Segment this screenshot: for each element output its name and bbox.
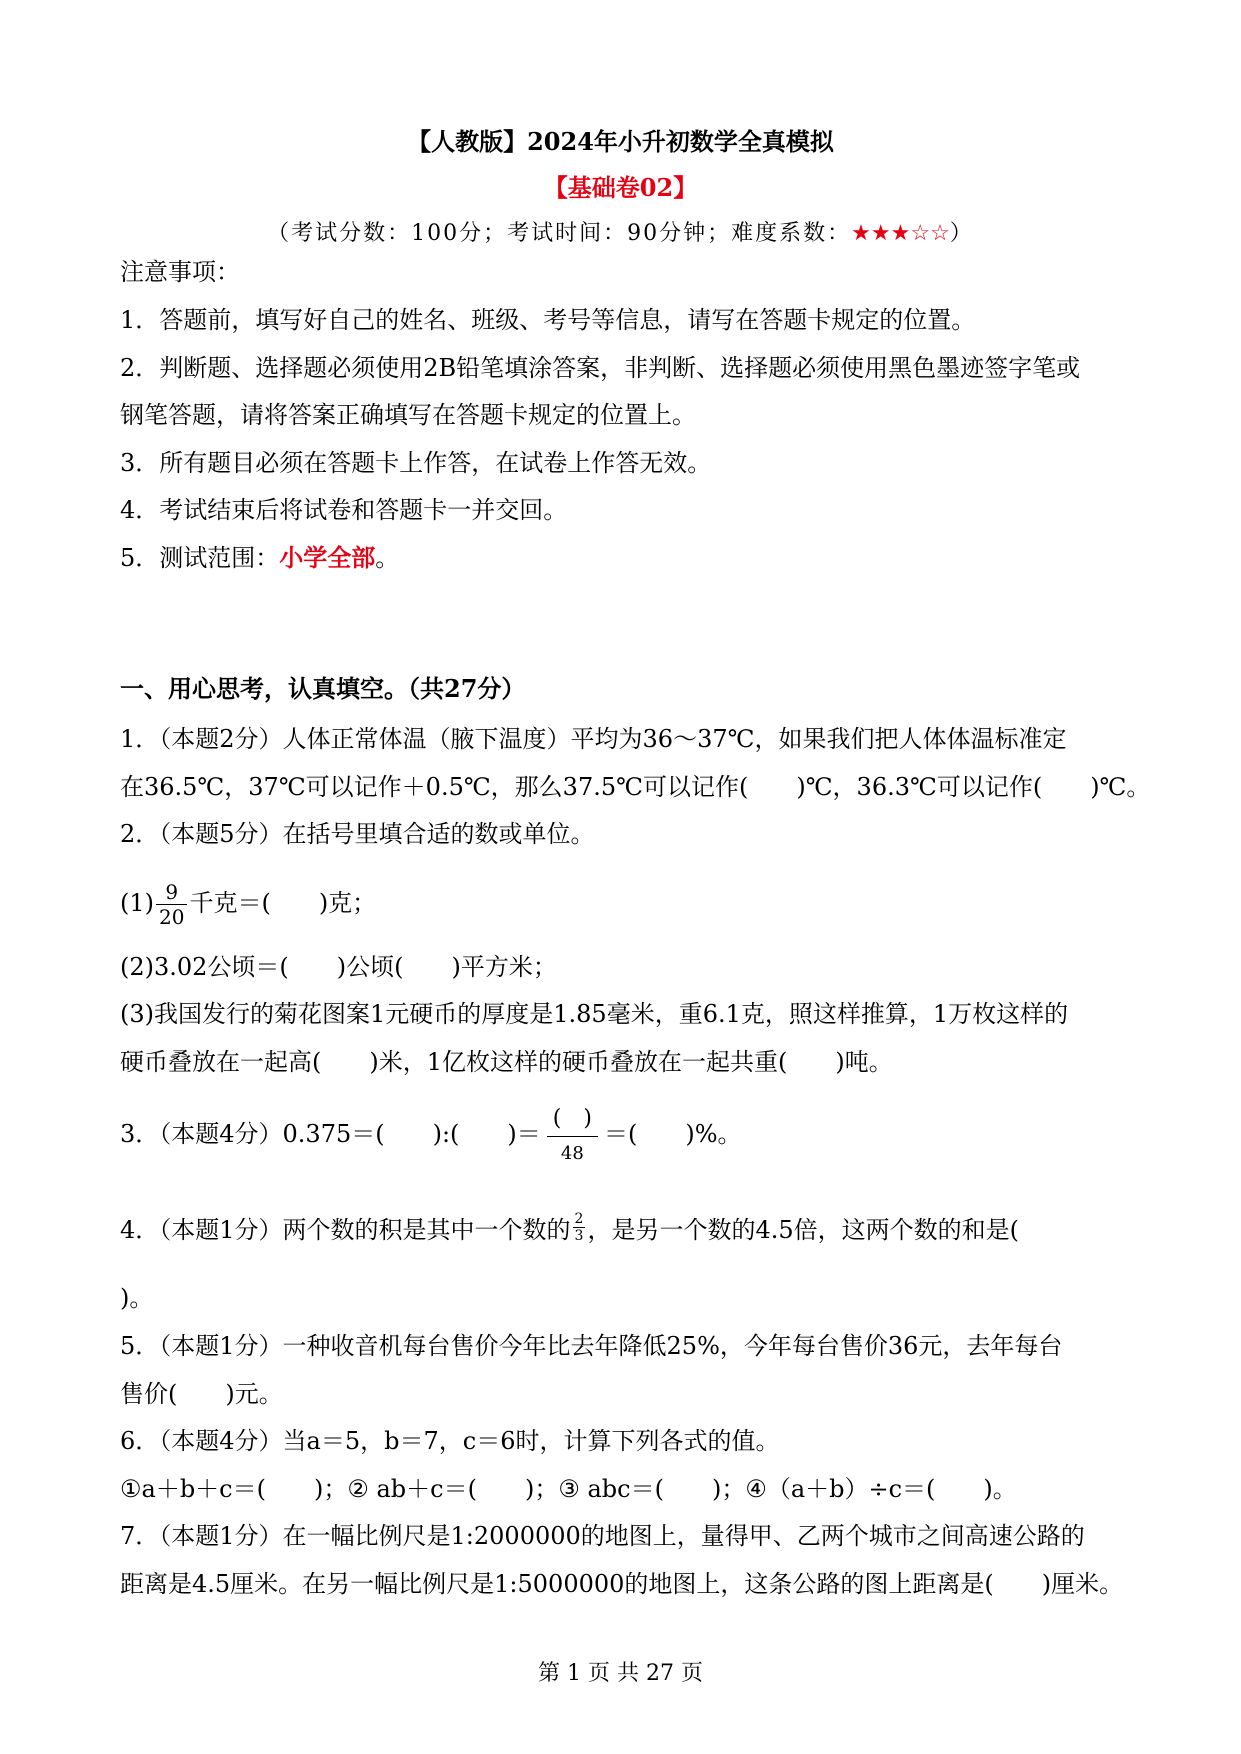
test-scope: 小学全部: [279, 543, 376, 572]
fraction-numerator: 2: [574, 1211, 584, 1227]
note-3: 3．所有题目必须在答题卡上作答，在试卷上作答无效。: [120, 449, 712, 477]
question-1-line-1: 1．（本题2分）人体正常体温（腋下温度）平均为36～37℃，如果我们把人体体温标准定: [120, 725, 1067, 753]
question-1-line-2: 在36.5℃，37℃可以记作＋0.5℃，那么37.5℃可以记作( )℃，36.3℃可以记作( )℃。: [120, 773, 1151, 801]
q3-prefix: 3．（本题4分）0.375＝( ):( )＝: [120, 1120, 541, 1148]
exam-subtitle: 【基础卷02】: [543, 173, 698, 202]
fraction-nine-twentieths: [156, 880, 187, 929]
exam-title: 【人教版】2024年小升初数学全真模拟: [407, 127, 834, 156]
notes-heading: 注意事项：: [120, 258, 240, 286]
section-heading: 一、用心思考，认真填空。（共27分）: [120, 674, 526, 703]
fraction-denominator: 3: [574, 1228, 584, 1244]
fraction-two-thirds: [573, 1211, 586, 1244]
fraction-numerator: 9: [165, 880, 179, 904]
question-6-items: ①a＋b＋c＝( )；② ab＋c＝( )；③ abc＝( )；④（a＋b）÷c＝( )。: [120, 1475, 1017, 1503]
exam-info-close: ）: [949, 221, 974, 246]
question-2: 2．（本题5分）在括号里填合适的数或单位。: [120, 820, 595, 848]
note-2-line-1: 2．判断题、选择题必须使用2B铅笔填涂答案，非判断、选择题必须使用黑色墨迹签字笔或: [120, 354, 1081, 382]
q3-suffix: ＝( )%。: [603, 1120, 742, 1148]
fraction-numerator-blank: ( ): [552, 1106, 592, 1131]
q2-1-suffix: 千克＝( )克；: [189, 889, 377, 917]
note-5-label: 5．测试范围：: [120, 544, 280, 572]
note-1: 1．答题前，填写好自己的姓名、班级、考号等信息，请写在答题卡规定的位置。: [120, 306, 976, 334]
question-2-part-3-line-1: (3)我国发行的菊花图案1元硬币的厚度是1.85毫米，重6.1克，照这样推算，1万枚这样的: [120, 1000, 1069, 1028]
question-4: [120, 1210, 1019, 1250]
q2-1-prefix: (1): [120, 889, 154, 917]
fraction-blank-over-48: [547, 1108, 598, 1163]
question-7-line-1: 7．（本题1分）在一幅比例尺是1:2000000的地图上，量得甲、乙两个城市之间高速公路的: [120, 1522, 1085, 1550]
question-3: [120, 1098, 742, 1170]
question-2-part-3-line-2: 硬币叠放在一起高( )米，1亿枚这样的硬币叠放在一起共重( )吨。: [120, 1048, 893, 1076]
fraction-denominator: 48: [547, 1136, 598, 1163]
question-2-part-2: (2)3.02公顷＝( )公顷( )平方米；: [120, 953, 557, 981]
question-4-tail: )。: [120, 1284, 154, 1312]
page-number: 第 1 页 共 27 页: [538, 1661, 703, 1686]
q4-suffix: ，是另一个数的4.5倍，这两个数的和是(: [587, 1216, 1019, 1244]
note-4: 4．考试结束后将试卷和答题卡一并交回。: [120, 496, 568, 524]
question-6: 6．（本题4分）当a＝5，b＝7，c＝6时，计算下列各式的值。: [120, 1427, 780, 1455]
difficulty-stars-icon: ★★★☆☆: [851, 221, 950, 246]
question-7-line-2: 距离是4.5厘米。在另一幅比例尺是1:5000000的地图上，这条公路的图上距离是( )厘米。: [120, 1570, 1124, 1598]
exam-info-text: （考试分数：100分；考试时间：90分钟；难度系数：: [267, 221, 852, 246]
q4-prefix: 4．（本题1分）两个数的积是其中一个数的: [120, 1216, 571, 1244]
note-5-end: 。: [375, 544, 400, 572]
exam-info: [0, 216, 1241, 247]
fraction-denominator: 20: [156, 904, 187, 929]
note-5: [120, 542, 399, 574]
question-2-part-1: [120, 880, 376, 929]
question-5-line-2: 售价( )元。: [120, 1380, 283, 1408]
note-2-line-2: 钢笔答题，请将答案正确填写在答题卡规定的位置上。: [120, 401, 696, 429]
question-5-line-1: 5．（本题1分）一种收音机每台售价今年比去年降低25%，今年每台售价36元，去年每台: [120, 1332, 1063, 1360]
